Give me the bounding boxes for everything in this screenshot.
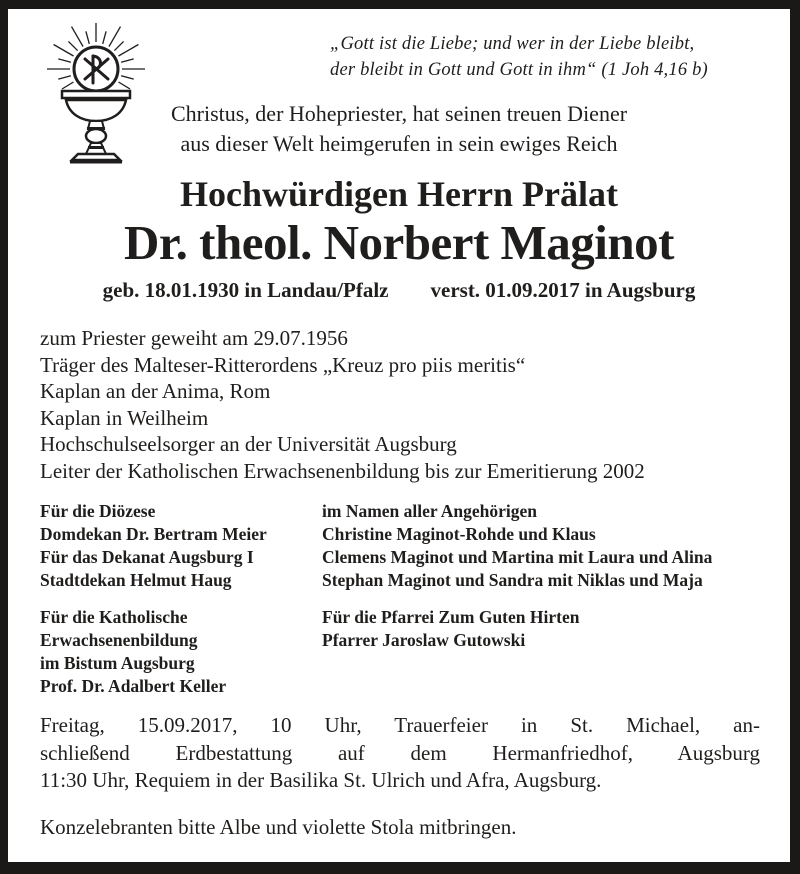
funeral-line: schließend Erdbestattung auf dem Hermanfriedhof, Augsburg (40, 740, 760, 765)
mourners-section (40, 500, 790, 698)
life-dates (8, 278, 790, 303)
bible-quote (330, 31, 708, 83)
mourner-line: Für das Dekanat Augsburg I (40, 547, 254, 568)
mourner-line: Stadtdekan Helmut Haug (40, 570, 232, 591)
mourner-line: Pfarrer Jaroslaw Gutowski (322, 630, 526, 651)
death-date: verst. 01.09.2017 in Augsburg (430, 278, 696, 303)
mourners-group-parish (40, 606, 790, 698)
mourner-line: Für die Pfarrei Zum Guten Hirten (322, 607, 580, 628)
mourner-line: Erwachsenenbildung (40, 630, 198, 651)
mourners-column-left (40, 606, 322, 698)
intro-line: aus dieser Welt heimgerufen in sein ewiges Reich (180, 131, 618, 156)
mourner-line: Für die Diözese (40, 501, 156, 522)
title-block (8, 175, 790, 303)
mourners-group-officials (40, 500, 790, 592)
honorific-title: Hochwürdigen Herrn Prälat (180, 174, 618, 214)
mourner-line: Prof. Dr. Adalbert Keller (40, 676, 227, 697)
vita-list (40, 325, 760, 484)
vita-line: Träger des Malteser-Ritterordens „Kreuz pro piis meritis“ (40, 352, 526, 377)
funeral-details (40, 712, 760, 795)
mourners-column-left (40, 500, 322, 592)
obituary-page (8, 9, 790, 862)
mourner-line: im Bistum Augsburg (40, 653, 195, 674)
deceased-name: Dr. theol. Norbert Maginot (124, 214, 674, 270)
birth-date: geb. 18.01.1930 in Landau/Pfalz (102, 278, 389, 303)
funeral-line: Freitag, 15.09.2017, 10 Uhr, Trauerfeier in St. Michael, an- (40, 713, 760, 738)
mourner-line: Christine Maginot-Rohde und Klaus (322, 524, 596, 545)
vita-line: Leiter der Katholischen Erwachsenenbildung bis zur Emeritierung 2002 (40, 458, 645, 483)
funeral-line: 11:30 Uhr, Requiem in der Basilika St. Ulrich und Afra, Augsburg. (40, 768, 602, 793)
mourners-column-right (322, 500, 790, 592)
mourner-line: Domdekan Dr. Bertram Meier (40, 524, 267, 545)
vita-line: zum Priester geweiht am 29.07.1956 (40, 326, 348, 351)
mourner-line: Stephan Maginot und Sandra mit Niklas und Maja (322, 570, 703, 591)
vita-line: Kaplan in Weilheim (40, 405, 209, 430)
concelebrants-note: Konzelebranten bitte Albe und violette Stola mitbringen. (40, 814, 517, 839)
mourner-line: Für die Katholische (40, 607, 188, 628)
mourner-line: Clemens Maginot und Martina mit Laura und Alina (322, 547, 713, 568)
mourners-column-right (322, 606, 790, 698)
bible-quote-line: der bleibt in Gott und Gott in ihm“ (1 Joh 4,16 b) (330, 60, 708, 80)
header (8, 9, 790, 161)
bible-quote-line: „Gott ist die Liebe; und wer in der Liebe bleibt, (330, 34, 695, 54)
vita-line: Hochschulseelsorger an der Universität Augsburg (40, 432, 457, 457)
mourner-line: im Namen aller Angehörigen (322, 501, 538, 522)
intro-line: Christus, der Hohepriester, hat seinen treuen Diener (170, 101, 628, 126)
intro-text (8, 99, 790, 159)
vita-line: Kaplan an der Anima, Rom (40, 379, 271, 404)
